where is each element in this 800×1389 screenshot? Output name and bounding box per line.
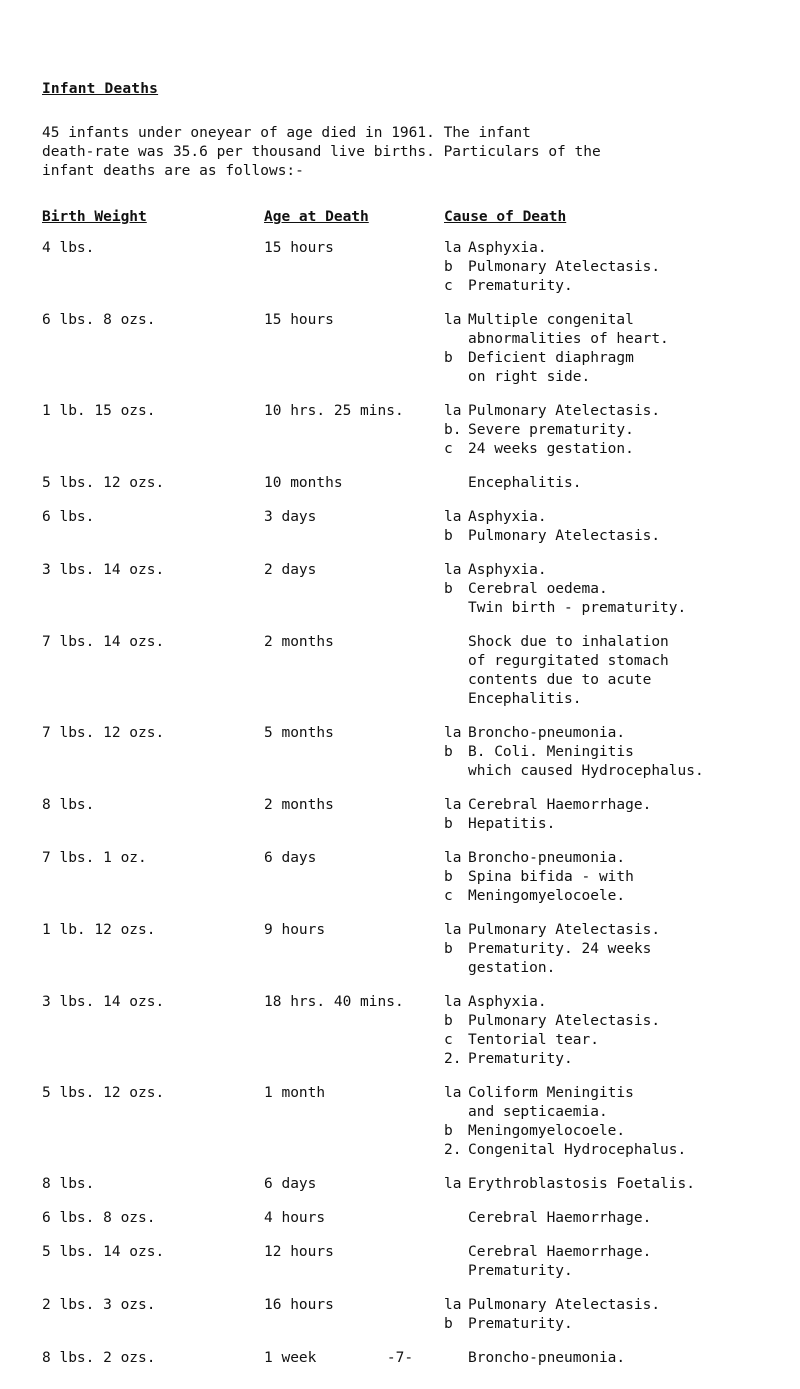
- table-row: [0, 724, 800, 781]
- cause-line: [444, 921, 796, 940]
- cause-line: [444, 277, 796, 296]
- cause-line: [444, 349, 796, 368]
- cause-line: [444, 561, 796, 580]
- cause-of-death-cell: [444, 474, 796, 493]
- cause-marker: [444, 690, 468, 709]
- cause-line: [444, 258, 796, 277]
- cause-line: [444, 1122, 796, 1141]
- cause-marker: la: [444, 1176, 462, 1192]
- cause-text: Severe prematurity.: [468, 422, 634, 438]
- birth-weight-cell: 7 lbs. 1 oz.: [42, 850, 147, 866]
- cause-marker: b: [444, 744, 453, 760]
- birth-weight-cell: 7 lbs. 14 ozs.: [42, 634, 165, 650]
- cause-text: Prematurity.: [468, 1263, 573, 1279]
- cause-marker: [444, 1262, 468, 1281]
- cause-line: [444, 633, 796, 652]
- cause-marker: [444, 1243, 468, 1262]
- cause-text: Pulmonary Atelectasis.: [468, 922, 661, 938]
- cause-marker: la: [444, 797, 462, 813]
- birth-weight-cell: 5 lbs. 14 ozs.: [42, 1244, 165, 1260]
- cause-text: Broncho-pneumonia.: [468, 850, 626, 866]
- birth-weight-cell: 1 lb. 12 ozs.: [42, 922, 156, 938]
- cause-text: Cerebral Haemorrhage.: [468, 1244, 652, 1260]
- cause-line: [444, 1141, 796, 1160]
- age-at-death-cell: 2 months: [264, 797, 334, 813]
- cause-line: [444, 1209, 796, 1228]
- cause-of-death-cell: [444, 849, 796, 906]
- birth-weight-cell: 5 lbs. 12 ozs.: [42, 475, 165, 491]
- cause-marker: b: [444, 1123, 453, 1139]
- cause-line: [444, 599, 796, 618]
- cause-text: Twin birth - prematurity.: [468, 600, 687, 616]
- cause-text: Prematurity.: [468, 1316, 573, 1332]
- age-at-death-cell: 15 hours: [264, 240, 334, 256]
- cause-text: Cerebral oedema.: [468, 581, 608, 597]
- cause-line: [444, 1243, 796, 1262]
- cause-of-death-cell: [444, 1175, 796, 1194]
- cause-line: [444, 1175, 796, 1194]
- cause-marker: la: [444, 240, 462, 256]
- table-row: [0, 1209, 800, 1228]
- cause-text: Asphyxia.: [468, 240, 547, 256]
- cause-of-death-cell: [444, 239, 796, 296]
- age-at-death-cell: 1 month: [264, 1085, 326, 1101]
- intro-line: 45 infants under oneyear of age died in 1961. The infant: [42, 125, 531, 141]
- cause-marker: c: [444, 1032, 453, 1048]
- cause-text: Cerebral Haemorrhage.: [468, 1210, 652, 1226]
- header-birth-weight: Birth Weight: [42, 209, 147, 225]
- cause-line: [444, 1050, 796, 1069]
- cause-text: Pulmonary Atelectasis.: [468, 403, 661, 419]
- cause-marker: b: [444, 528, 453, 544]
- birth-weight-cell: 8 lbs.: [42, 797, 95, 813]
- cause-line: [444, 940, 796, 959]
- birth-weight-cell: 1 lb. 15 ozs.: [42, 403, 156, 419]
- cause-marker: [444, 959, 468, 978]
- table-row: [0, 993, 800, 1069]
- cause-text: Meningomyelocoele.: [468, 1123, 626, 1139]
- table-header: [0, 208, 800, 228]
- table-row: [0, 633, 800, 709]
- age-at-death-cell: 1 week: [264, 1350, 317, 1366]
- cause-of-death-cell: [444, 796, 796, 834]
- cause-line: [444, 508, 796, 527]
- cause-line: [444, 1262, 796, 1281]
- cause-marker: la: [444, 562, 462, 578]
- cause-line: [444, 993, 796, 1012]
- cause-line: [444, 474, 796, 493]
- cause-line: [444, 440, 796, 459]
- cause-text: contents due to acute: [468, 672, 652, 688]
- cause-text: B. Coli. Meningitis: [468, 744, 634, 760]
- cause-line: [444, 1031, 796, 1050]
- cause-text: on right side.: [468, 369, 591, 385]
- age-at-death-cell: 5 months: [264, 725, 334, 741]
- cause-of-death-cell: [444, 402, 796, 459]
- age-at-death-cell: 10 months: [264, 475, 343, 491]
- age-at-death-cell: 16 hours: [264, 1297, 334, 1313]
- cause-text: Pulmonary Atelectasis.: [468, 1297, 661, 1313]
- cause-of-death-cell: [444, 1243, 796, 1281]
- header-age-at-death: Age at Death: [264, 209, 369, 225]
- table-row: [0, 796, 800, 834]
- cause-marker: b: [444, 259, 453, 275]
- cause-marker: b.: [444, 422, 462, 438]
- age-at-death-cell: 2 days: [264, 562, 317, 578]
- cause-marker: [444, 652, 468, 671]
- cause-marker: 2.: [444, 1051, 462, 1067]
- cause-line: [444, 402, 796, 421]
- cause-line: [444, 1296, 796, 1315]
- cause-text: Prematurity.: [468, 1051, 573, 1067]
- cause-text: Hepatitis.: [468, 816, 556, 832]
- cause-of-death-cell: [444, 1209, 796, 1228]
- cause-marker: la: [444, 725, 462, 741]
- page-number: -7-: [386, 1350, 414, 1366]
- birth-weight-cell: 3 lbs. 14 ozs.: [42, 994, 165, 1010]
- cause-marker: c: [444, 888, 453, 904]
- cause-text: Deficient diaphragm: [468, 350, 634, 366]
- cause-marker: [444, 368, 468, 387]
- cause-line: [444, 1315, 796, 1334]
- intro-paragraph: [42, 124, 762, 181]
- cause-text: Meningomyelocoele.: [468, 888, 626, 904]
- cause-marker: b: [444, 581, 453, 597]
- cause-text: Cerebral Haemorrhage.: [468, 797, 652, 813]
- cause-text: Pulmonary Atelectasis.: [468, 259, 661, 275]
- birth-weight-cell: 7 lbs. 12 ozs.: [42, 725, 165, 741]
- birth-weight-cell: 4 lbs.: [42, 240, 95, 256]
- cause-marker: b: [444, 941, 453, 957]
- cause-of-death-cell: [444, 561, 796, 618]
- cause-marker: [444, 1209, 468, 1228]
- table-row: [0, 921, 800, 978]
- cause-marker: la: [444, 403, 462, 419]
- cause-text: Tentorial tear.: [468, 1032, 599, 1048]
- cause-line: [444, 580, 796, 599]
- table-row: [0, 849, 800, 906]
- cause-marker: b: [444, 816, 453, 832]
- cause-text: and septicaemia.: [468, 1104, 608, 1120]
- cause-text: Encephalitis.: [468, 691, 582, 707]
- cause-text: Pulmonary Atelectasis.: [468, 528, 661, 544]
- cause-line: [444, 239, 796, 258]
- birth-weight-cell: 8 lbs. 2 ozs.: [42, 1350, 156, 1366]
- cause-of-death-cell: [444, 921, 796, 978]
- age-at-death-cell: 15 hours: [264, 312, 334, 328]
- cause-line: [444, 887, 796, 906]
- birth-weight-cell: 6 lbs. 8 ozs.: [42, 1210, 156, 1226]
- cause-text: Prematurity. 24 weeks: [468, 941, 652, 957]
- cause-line: [444, 527, 796, 546]
- cause-text: Shock due to inhalation: [468, 634, 669, 650]
- cause-text: Multiple congenital: [468, 312, 634, 328]
- table-row: [0, 402, 800, 459]
- birth-weight-cell: 6 lbs. 8 ozs.: [42, 312, 156, 328]
- page-title: Infant Deaths: [42, 81, 159, 97]
- cause-line: [444, 762, 796, 781]
- cause-text: gestation.: [468, 960, 556, 976]
- cause-line: [444, 849, 796, 868]
- cause-line: [444, 724, 796, 743]
- cause-marker: 2.: [444, 1142, 462, 1158]
- table-row: [0, 474, 800, 493]
- cause-text: Erythroblastosis Foetalis.: [468, 1176, 695, 1192]
- cause-line: [444, 330, 796, 349]
- cause-marker: [444, 474, 468, 493]
- age-at-death-cell: 2 months: [264, 634, 334, 650]
- table-row: [0, 561, 800, 618]
- cause-marker: la: [444, 1297, 462, 1313]
- age-at-death-cell: 18 hrs. 40 mins.: [264, 994, 404, 1010]
- cause-text: which caused Hydrocephalus.: [468, 763, 704, 779]
- cause-marker: la: [444, 922, 462, 938]
- cause-marker: la: [444, 509, 462, 525]
- cause-of-death-cell: [444, 1084, 796, 1160]
- cause-marker: c: [444, 278, 453, 294]
- cause-text: Pulmonary Atelectasis.: [468, 1013, 661, 1029]
- cause-text: Asphyxia.: [468, 994, 547, 1010]
- cause-text: of regurgitated stomach: [468, 653, 669, 669]
- cause-line: [444, 652, 796, 671]
- table-row: [0, 239, 800, 296]
- infant-deaths-table: [0, 239, 800, 1383]
- cause-text: Broncho-pneumonia.: [468, 725, 626, 741]
- age-at-death-cell: 12 hours: [264, 1244, 334, 1260]
- cause-marker: [444, 599, 468, 618]
- cause-marker: la: [444, 1085, 462, 1101]
- cause-of-death-cell: [444, 508, 796, 546]
- cause-text: abnormalities of heart.: [468, 331, 669, 347]
- cause-of-death-cell: [444, 311, 796, 387]
- cause-line: [444, 311, 796, 330]
- table-row: [0, 1296, 800, 1334]
- cause-text: Congenital Hydrocephalus.: [468, 1142, 687, 1158]
- cause-marker: [444, 330, 468, 349]
- cause-text: Spina bifida - with: [468, 869, 634, 885]
- header-cause-of-death: Cause of Death: [444, 209, 567, 225]
- cause-text: Coliform Meningitis: [468, 1085, 634, 1101]
- cause-text: Asphyxia.: [468, 509, 547, 525]
- birth-weight-cell: 6 lbs.: [42, 509, 95, 525]
- cause-text: Encephalitis.: [468, 475, 582, 491]
- cause-text: 24 weeks gestation.: [468, 441, 634, 457]
- age-at-death-cell: 4 hours: [264, 1210, 326, 1226]
- cause-of-death-cell: [444, 633, 796, 709]
- cause-line: [444, 368, 796, 387]
- cause-marker: [444, 762, 468, 781]
- cause-line: [444, 868, 796, 887]
- cause-line: [444, 959, 796, 978]
- cause-line: [444, 1012, 796, 1031]
- birth-weight-cell: 2 lbs. 3 ozs.: [42, 1297, 156, 1313]
- age-at-death-cell: 6 days: [264, 1176, 317, 1192]
- cause-marker: [444, 671, 468, 690]
- cause-line: [444, 743, 796, 762]
- cause-marker: b: [444, 869, 453, 885]
- cause-line: [444, 1103, 796, 1122]
- table-row: [0, 1175, 800, 1194]
- cause-text: Broncho-pneumonia.: [468, 1350, 626, 1366]
- cause-marker: c: [444, 441, 453, 457]
- cause-marker: la: [444, 994, 462, 1010]
- cause-text: Prematurity.: [468, 278, 573, 294]
- table-row: [0, 1243, 800, 1281]
- cause-line: [444, 421, 796, 440]
- cause-of-death-cell: [444, 1296, 796, 1334]
- cause-line: [444, 671, 796, 690]
- intro-line: death-rate was 35.6 per thousand live births. Particulars of the: [42, 144, 601, 160]
- cause-marker: la: [444, 850, 462, 866]
- cause-of-death-cell: [444, 993, 796, 1069]
- cause-marker: la: [444, 312, 462, 328]
- cause-marker: b: [444, 350, 453, 366]
- table-row: [0, 311, 800, 387]
- age-at-death-cell: 3 days: [264, 509, 317, 525]
- cause-line: [444, 815, 796, 834]
- table-row: [0, 1084, 800, 1160]
- cause-line: [444, 690, 796, 709]
- age-at-death-cell: 9 hours: [264, 922, 326, 938]
- age-at-death-cell: 10 hrs. 25 mins.: [264, 403, 404, 419]
- cause-text: Asphyxia.: [468, 562, 547, 578]
- cause-marker: [444, 1103, 468, 1122]
- table-row: [0, 508, 800, 546]
- cause-marker: b: [444, 1013, 453, 1029]
- age-at-death-cell: 6 days: [264, 850, 317, 866]
- cause-line: [444, 1084, 796, 1103]
- cause-of-death-cell: [444, 724, 796, 781]
- birth-weight-cell: 5 lbs. 12 ozs.: [42, 1085, 165, 1101]
- intro-line: infant deaths are as follows:-: [42, 163, 304, 179]
- cause-line: [444, 796, 796, 815]
- birth-weight-cell: 3 lbs. 14 ozs.: [42, 562, 165, 578]
- cause-marker: [444, 633, 468, 652]
- birth-weight-cell: 8 lbs.: [42, 1176, 95, 1192]
- cause-marker: b: [444, 1316, 453, 1332]
